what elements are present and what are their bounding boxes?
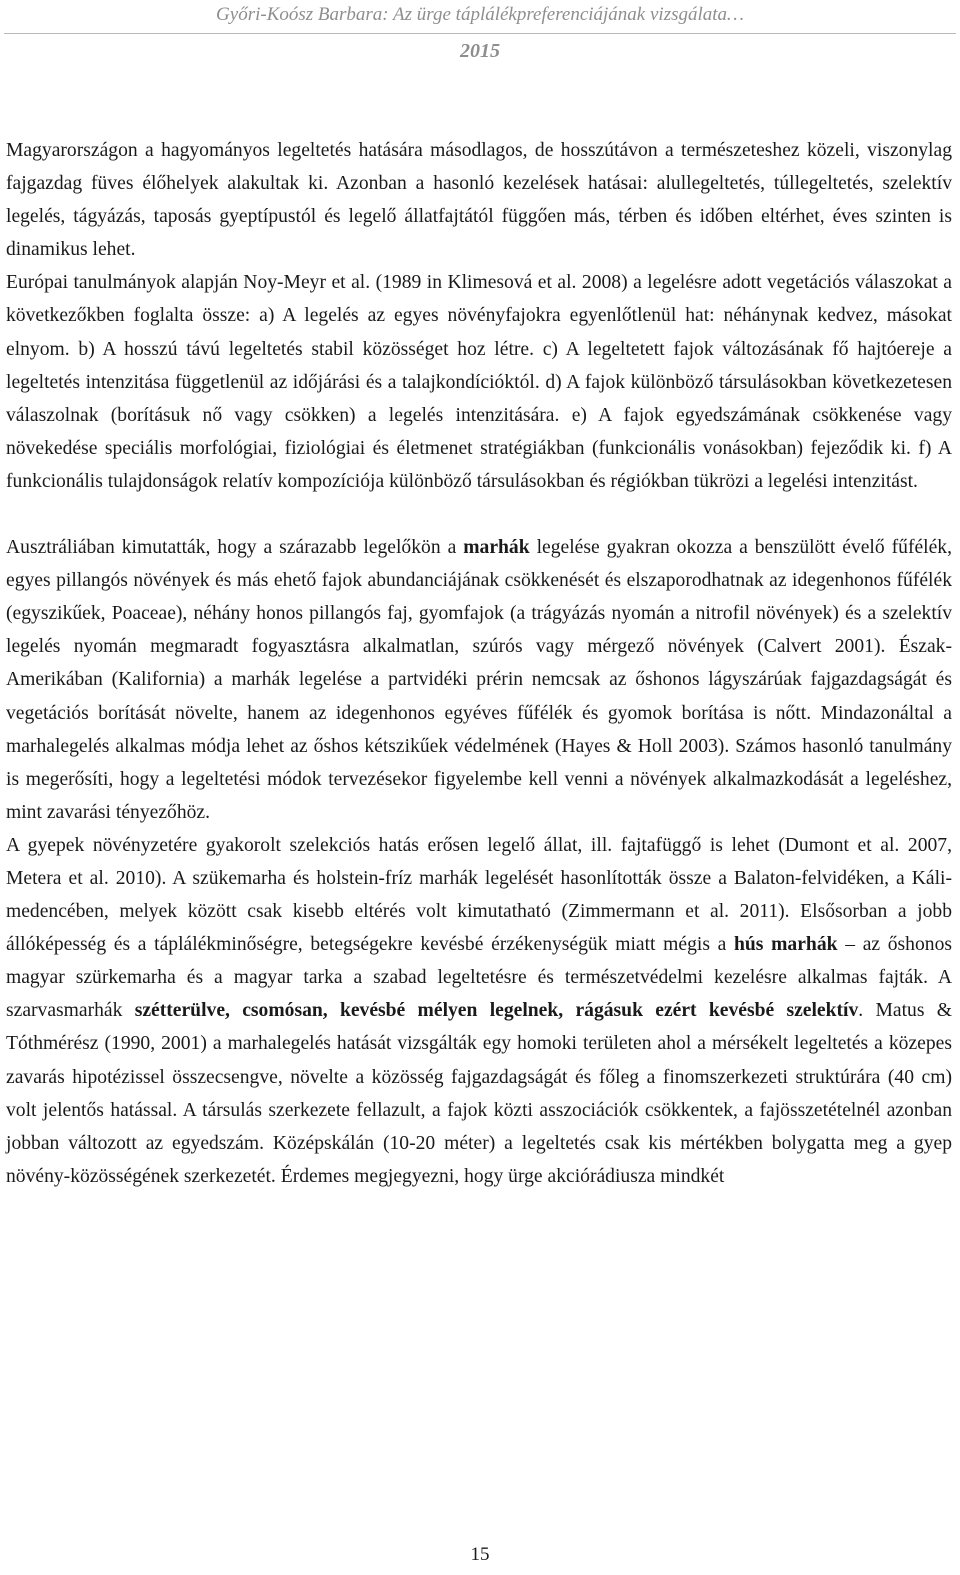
paragraph-australia-text-1: Ausztráliában kimutatták, hogy a szárazabb legelőkön a xyxy=(6,537,464,559)
page-number: 15 xyxy=(470,1544,490,1565)
paragraph-selection-text-1: A gyepek növényzetére gyakorolt szelekciós hatás erősen legelő állat, ill. fajtafüggő is lehet (Dumont et al. 2007, Metera et al. 2010). A szükemarha és holstein-fríz marhák legelését hasonlították össze a Balaton-felvidéken, a Káli-medencében, melyek között csak kisebb eltérés volt kimutatható (Zimmermann et al. 2011). Elsősorban a jobb állóképesség és a táplálékminőségre, betegségekre kevésbé érzékenységük miatt mégis a xyxy=(6,834,952,956)
running-header xyxy=(0,0,960,64)
bold-hus-marhak: hús marhák xyxy=(734,934,838,956)
paragraph-australia xyxy=(6,531,952,829)
paragraph-australia-text-2: legelése gyakran okozza a benszülött évelő fűfélék, egyes pillangós növények és más ehető fajok abundanciájának csökkenését és elszaporodhatnak az idegenhonos fűfélék (egyszikűek, Poaceae), néhány honos pillangós faj, gyomfajok (a trágyázás nyomán a nitrofil növények) és a szelektív legelés nyomán megmaradt fogyasztásra alkalmatlan, szúrós vagy mérgező növények (Calvert 2001). Észak-Amerikában (Kalifornia) a marhák legelése a partvidéki prérin nemcsak az őshonos lágyszárúak fajgazdagságát és vegetációs borítását növelte, hanem az idegenhonos egyéves fűfélék és gyomok borítása is nőtt. Mindazonáltal a marhalegelés alkalmas módja lehet az őshos kétszikűek védelmének (Hayes & Holl 2003). Számos hasonló tanulmány is megerősíti, hogy a legeltetési módok tervezésekor figyelembe kell venni a növények alkalmazkodását a legeléshez, mint zavarási tényezőhöz. xyxy=(6,537,952,823)
paragraph-selection-effect xyxy=(6,829,952,1193)
paragraph-gap xyxy=(6,498,952,531)
header-year: 2015 xyxy=(460,40,500,62)
paragraph-grazing-hungary: Magyarországon a hagyományos legeltetés hatására másodlagos, de hosszútávon a természeteshez közeli, viszonylag fajgazdag füves élőhelyek alakultak ki. Azonban a hasonló kezelések hatásai: alullegeltetés, túllegeltetés, szelektív legelés, tágyázás, taposás gyeptípustól és legelő állatfajtától függően más, térben és időben eltérhet, éves szinten is dinamikus lehet. xyxy=(6,140,952,261)
body-text xyxy=(6,134,952,1193)
bold-marhak: marhák xyxy=(463,537,530,559)
bold-grazing-behaviour: szétterülve, csomósan, kevésbé mélyen legelnek, rágásuk ezért kevésbé szelektív xyxy=(134,1000,859,1022)
paragraph-selection-text-3: . Matus & Tóthmérész (1990, 2001) a marhalegelés hatását vizsgálták egy homoki területen ahol a mérsékelt legeltetés a közepes zavarás hipotézissel összecsengve, növelte a közösség fajgazdagságát és főleg a finomszerkezeti struktúrára (40 cm) volt jelentős hatással. A társulás szerkezete fellazult, a fajok közti asszociációk csökkentek, a fajösszetételnél azonban jobban változott az egyedszám. Középskálán (10-20 méter) a legeltetés csak kis mértékben bolygatta meg a gyep növény-közösségének szerkezetét. Érdemes megjegyezni, hogy ürge akciórádiusza mindkét xyxy=(6,1000,952,1187)
paragraph-selection-text-2: – az őshonos magyar szürkemarha és a magyar tarka a szabad legeltetésre és természetvédelmi kezelésre alkalmas fajták. A szarvasmarhák xyxy=(6,934,952,1022)
paragraph-european-studies: Európai tanulmányok alapján Noy-Meyr et al. (1989 in Klimesová et al. 2008) a legelésre adott vegetációs válaszokat a következőkben foglalta össze: a) A legelés az egyes növényfajokra egyenlőtlenül hat: néhánynak kedvez, másokat elnyom. b) A hosszú távú legeltetés stabil közösséget hoz létre. c) A legeltetett fajok változásának fő hajtóereje a legeltetés intenzitása függetlenül az időjárási és a talajkondícióktól. d) A fajok különböző társulásokban következetesen válaszolnak (borításuk nő vagy csökken) a legelés intenzitására. e) A fajok egyedszámának csökkenése vagy növekedése speciális morfológiai, fiziológiai és életmenet stratégiákban (funkcionális vonásokban) fejeződik ki. f) A funkcionális tulajdonságok relatív kompozíciója különböző társulásokban és régiókban tükrözi a legelési intenzitást. xyxy=(6,272,952,492)
header-title: Győri-Koósz Barbara: Az ürge táplálékpreferenciájának vizsgálata… xyxy=(216,4,744,25)
header-divider xyxy=(4,33,956,34)
